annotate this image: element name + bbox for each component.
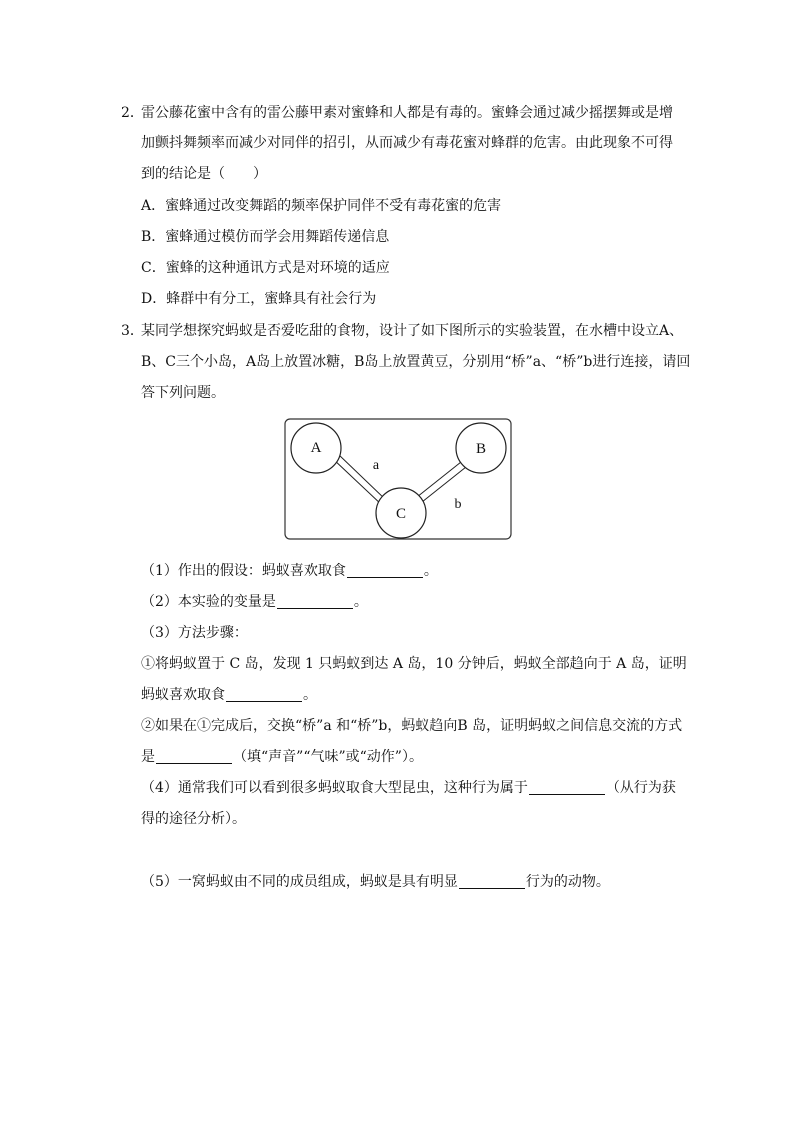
q3-sub4-end: （从行为获 [605, 780, 676, 796]
q2-option-b: B．蜜蜂通过模仿而学会用舞蹈传递信息 [141, 229, 390, 245]
answer-blank-3[interactable] [226, 687, 302, 702]
q3-sub5-text: （5）一窝蚂蚁由不同的成员组成，蚂蚁是具有明显 [141, 874, 458, 890]
q3-sub1-text: （1）作出的假设：蚂蚁喜欢取食 [141, 563, 346, 579]
q3-sub4-line-2: 得的途径分析）。 [141, 811, 246, 827]
bridge-b-label: b [454, 497, 462, 512]
q3-stem-line-3: 答下列问题。 [141, 385, 225, 401]
island-c-label: C [395, 506, 407, 522]
answer-blank-1[interactable] [347, 563, 423, 578]
q3-sub5 [141, 873, 610, 891]
q2-option-d: D．蜂群中有分工，蜜蜂具有社会行为 [141, 291, 377, 307]
q3-sub1-end: 。 [423, 563, 438, 579]
q3-step2-end: （填“声音”“气味”或“动作”）。 [233, 749, 423, 765]
q2-number: 2． [121, 105, 144, 121]
bridge-a-label: a [372, 458, 380, 473]
q3-stem-line-2: B、C三个小岛，A岛上放置冰糖，B岛上放置黄豆，分别用“桥”a、“桥”b进行连接，请回 [141, 354, 691, 370]
q2-option-c: C．蜜蜂的这种通讯方式是对环境的适应 [141, 260, 390, 276]
q3-sub4-line-1 [141, 779, 676, 797]
answer-blank-4[interactable] [156, 749, 232, 764]
q3-sub2-end: 。 [353, 594, 368, 610]
q3-step1-line-2 [141, 686, 317, 704]
q3-number: 3． [121, 323, 144, 339]
q3-step2-line-2 [141, 748, 423, 766]
q2-stem-line-3: 到的结论是（ ） [141, 166, 267, 182]
answer-blank-6[interactable] [459, 874, 525, 889]
island-b-label: B [475, 441, 487, 457]
q3-sub4-text: （4）通常我们可以看到很多蚂蚁取食大型昆虫，这种行为属于 [141, 780, 528, 796]
q3-step2-line-1: ②如果在①完成后，交换“桥”a 和“桥”b，蚂蚁趋向B 岛，证明蚂蚁之间信息交流的方式 [141, 718, 683, 734]
q3-step1-text: 蚂蚁喜欢取食 [141, 687, 225, 703]
answer-blank-5[interactable] [529, 780, 605, 795]
experiment-diagram [284, 418, 512, 540]
q2-stem-line-2: 加颤抖舞频率而减少对同伴的招引，从而减少有毒花蜜对蜂群的危害。由此现象不可得 [141, 135, 673, 151]
q2-option-a: A．蜜蜂通过改变舞蹈的频率保护同伴不受有毒花蜜的危害 [141, 198, 502, 214]
q3-sub2 [141, 593, 368, 611]
q3-sub5-end: 行为的动物。 [525, 874, 610, 890]
q3-step1-line-1: ①将蚂蚁置于 C 岛，发现 1 只蚂蚁到达 A 岛，10 分钟后，蚂蚁全部趋向于 A 岛，证明 [141, 656, 687, 672]
q3-sub1 [141, 562, 438, 580]
q2-stem-line-1: 雷公藤花蜜中含有的雷公藤甲素对蜜蜂和人都是有毒的。蜜蜂会通过减少摇摆舞或是增 [141, 105, 673, 121]
island-a-label: A [310, 440, 322, 456]
answer-blank-2[interactable] [277, 594, 353, 609]
q3-step1-end: 。 [303, 687, 317, 703]
q3-step2-text: 是 [141, 749, 155, 765]
q3-sub2-text: （2）本实验的变量是 [141, 594, 276, 610]
q3-sub3: （3）方法步骤： [141, 625, 248, 641]
q3-stem-line-1: 某同学想探究蚂蚁是否爱吃甜的食物，设计了如下图所示的实验装置，在水槽中设立A、 [141, 323, 684, 339]
